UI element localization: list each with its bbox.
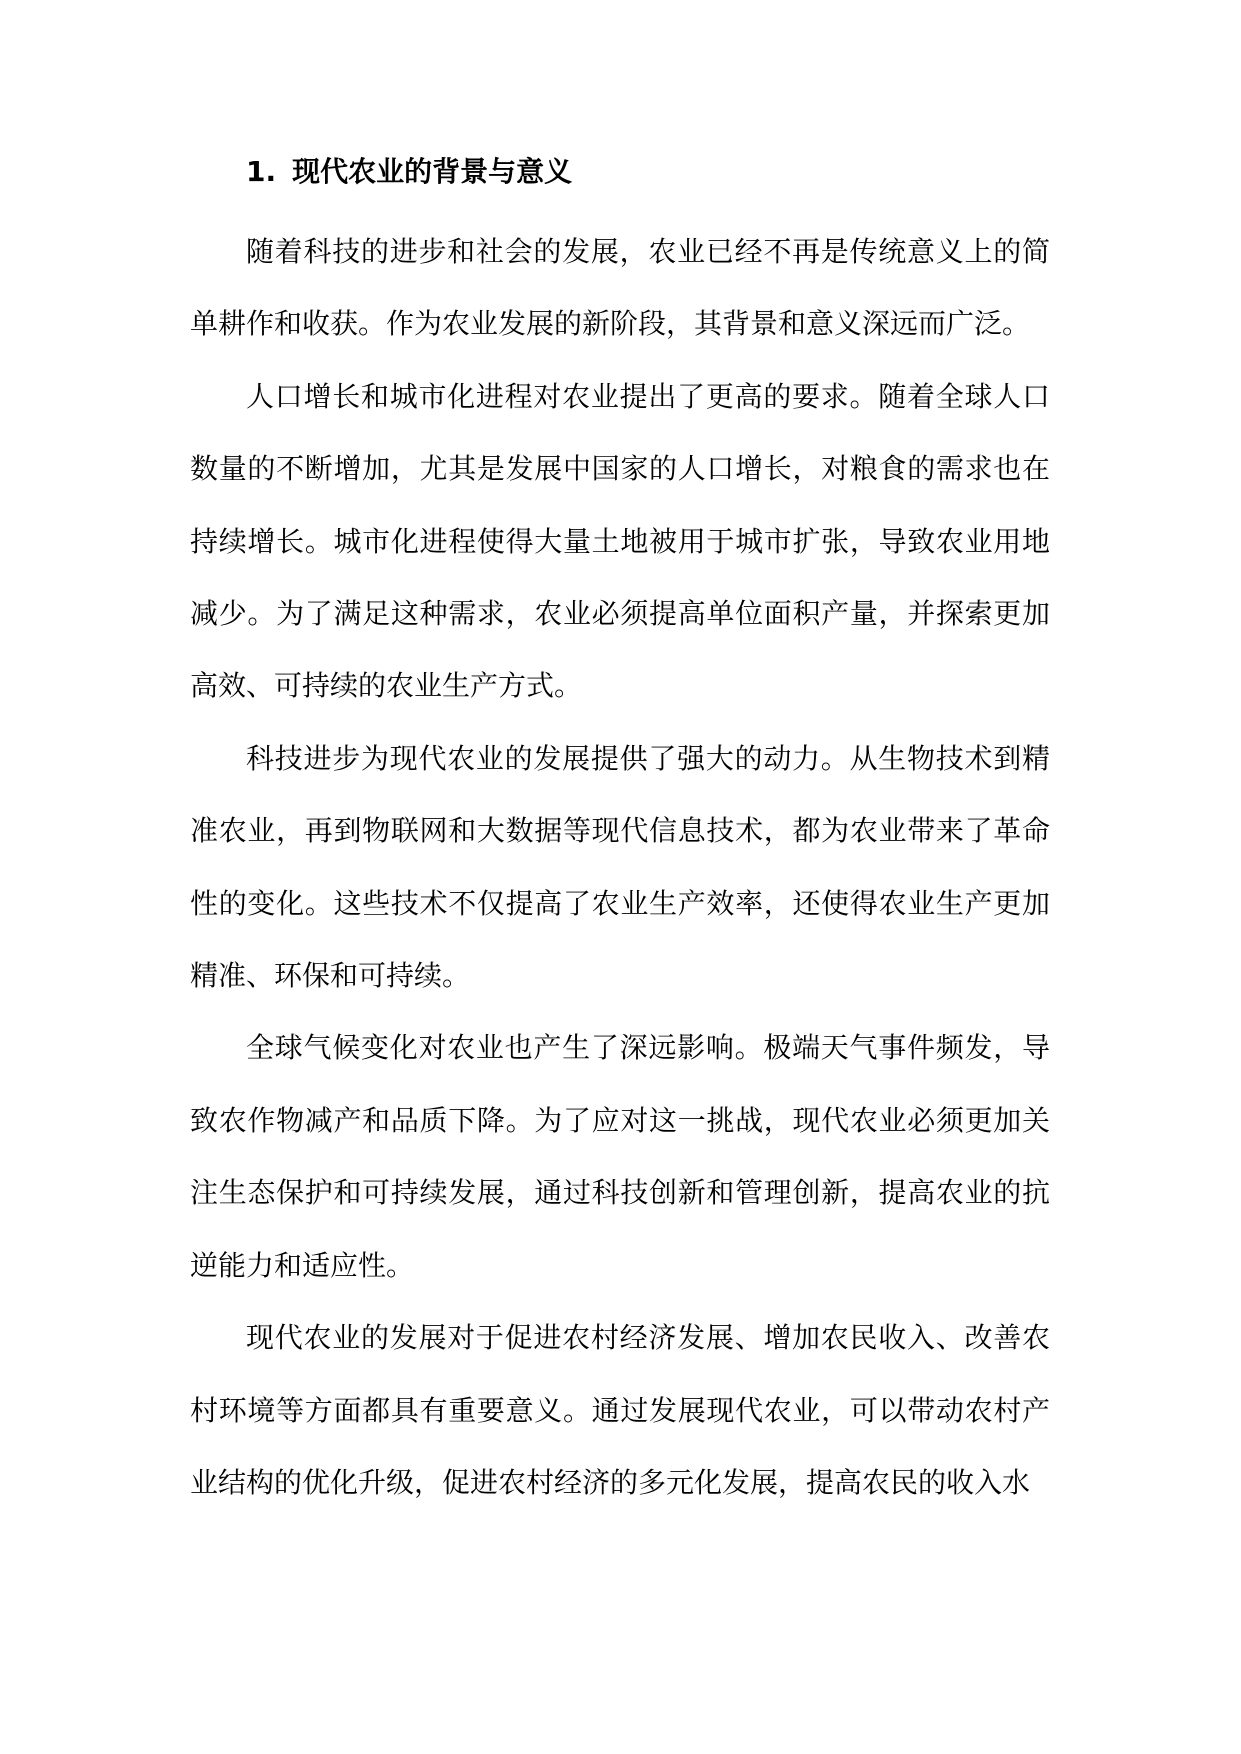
- paragraph-significance: 现代农业的发展对于促进农村经济发展、增加农民收入、改善农村环境等方面都具有重要意义。通过发展现代农业，可以带动农村产业结构的优化升级，促进农村经济的多元化发展，提高农民的收入水: [190, 1321, 1050, 1499]
- section-title: 现代农业的背景与意义: [292, 155, 573, 188]
- paragraph-climate: 全球气候变化对农业也产生了深远影响。极端天气事件频发，导致农作物减产和品质下降。为了应对这一挑战，现代农业必须更加关注生态保护和可持续发展，通过科技创新和管理创新，提高农业的抗逆能力和适应性。: [190, 1031, 1050, 1282]
- paragraph-technology: 科技进步为现代农业的发展提供了强大的动力。从生物技术到精准农业，再到物联网和大数据等现代信息技术，都为农业带来了革命性的变化。这些技术不仅提高了农业生产效率，还使得农业生产更加精准、环保和可持续。: [190, 741, 1050, 993]
- section-heading: [246, 150, 1050, 194]
- paragraph-population: 人口增长和城市化进程对农业提出了更高的要求。随着全球人口数量的不断增加，尤其是发展中国家的人口增长，对粮食的需求也在持续增长。城市化进程使得大量土地被用于城市扩张，导致农业用地减少。为了满足这种需求，农业必须提高单位面积产量，并探索更加高效、可持续的农业生产方式。: [190, 379, 1050, 703]
- section-number: 1.: [246, 155, 277, 188]
- document-page: [190, 150, 1050, 1519]
- paragraph-background: 随着科技的进步和社会的发展，农业已经不再是传统意义上的简单耕作和收获。作为农业发展的新阶段，其背景和意义深远而广泛。: [190, 235, 1050, 341]
